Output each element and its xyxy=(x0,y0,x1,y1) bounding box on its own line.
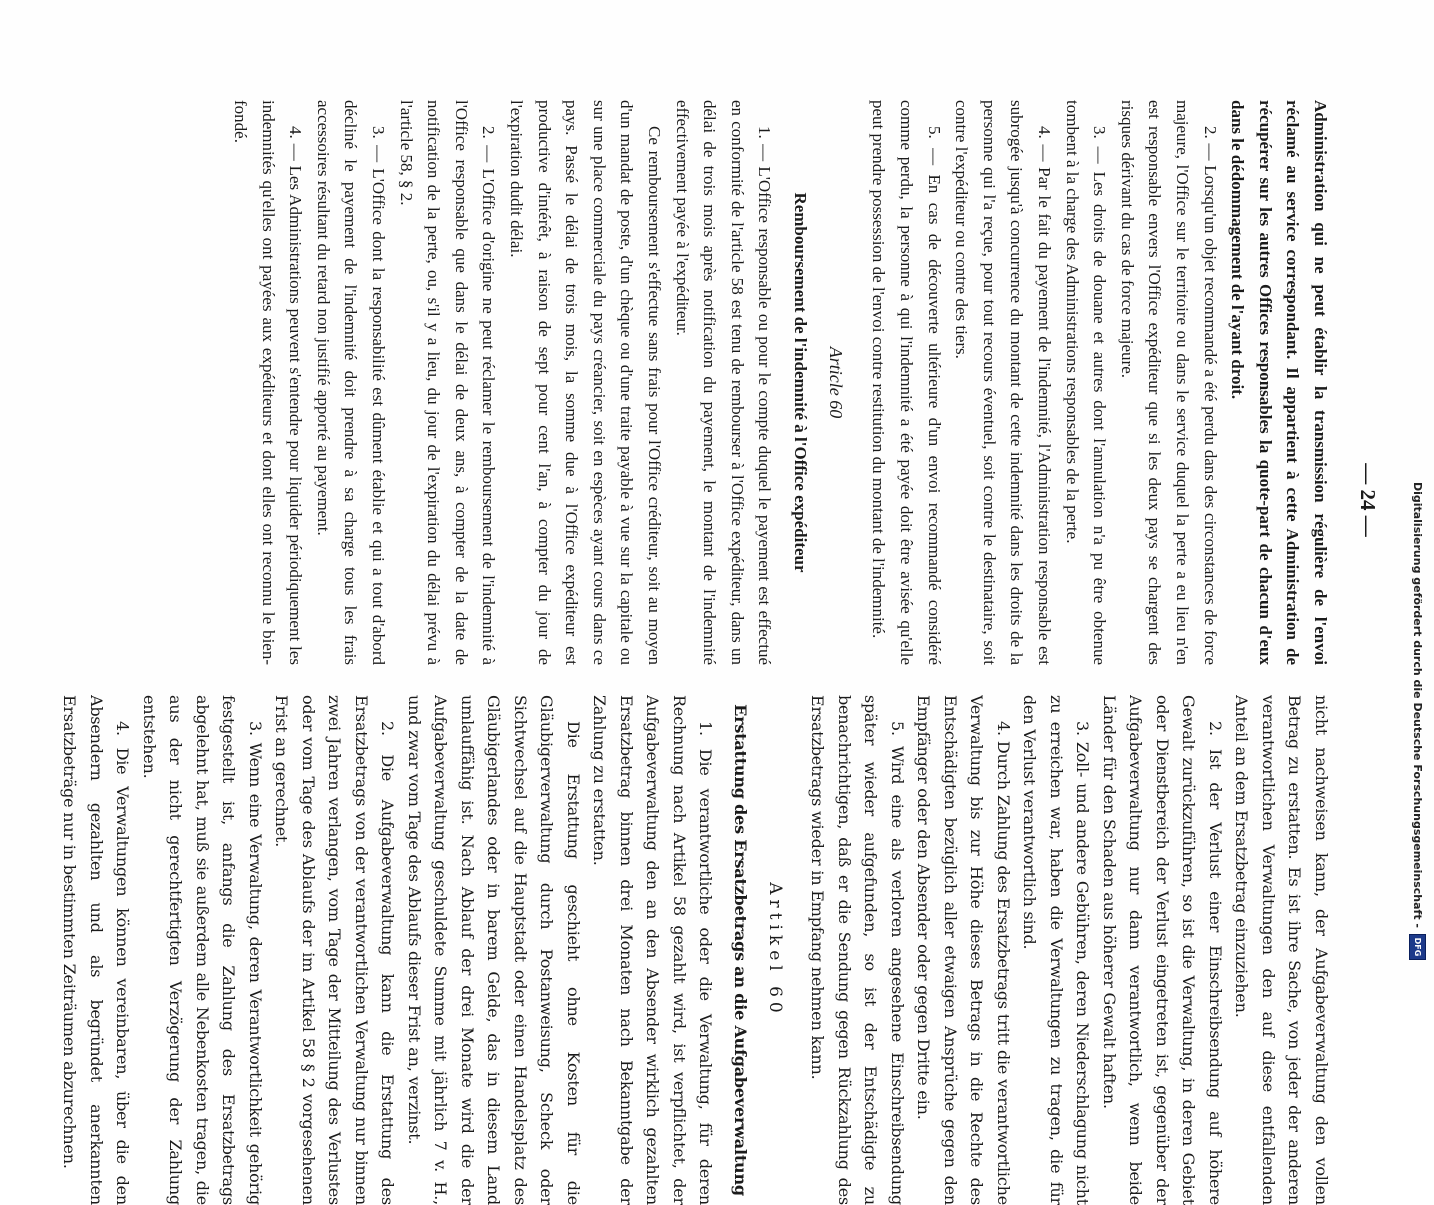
fr-paragraph: Administration qui ne peut établir la transmission régulière de l'envoi réclamé au service correspondant. Il appartient à cette Administration de récupérer sur les autres Offices responsables la quote-part de chacun d'eux dans le dédommagement de l'ayant droit. xyxy=(1228,100,1330,665)
de-paragraph: 3. Zoll- und andere Gebühren, deren Niederschlagung nicht zu erreichen war, haben die Verwaltungen zu tragen, die für den Verlust verantwortlich sind. xyxy=(1020,695,1093,1205)
de-paragraph: nicht nachweisen kann, der Aufgabeverwaltung den vollen Betrag zu erstatten. Es ist ihre Sache, von jeder der anderen verantwortlichen Verwaltungen den auf diese entfallenden Anteil an dem Ersatzbetrag einzuziehen. xyxy=(1232,695,1331,1205)
fr-paragraph: 4. — Les Administrations peuvent s'entendre pour liquider périodiquement les indemnités qu'elles ont payées aux expéditeurs et dont elles ont reconnu le bien-fondé. xyxy=(231,100,306,665)
de-paragraph: 5. Wird eine als verloren angesehene Einschreibsendung später wieder aufgefunden, so ist der Entschädigte zu benachrichtigen, daß er die Sendung gegen Rückzahlung des Ersatzbetrags wieder in Empfang nehmen kann. xyxy=(808,695,907,1205)
fr-article-heading: Remboursement de l'indemnité à l'Office expéditeur xyxy=(791,192,811,573)
fr-paragraph: 3. — L'Office dont la responsabilité est dûment établie et qui a tout d'abord décliné le payement de l'indemnité doit prendre à sa charge tous les frais accessoires résultant du retard non justifié apporté au payement. xyxy=(313,100,388,665)
de-paragraph: 2. Ist der Verlust einer Einschreibsendung auf höhere Gewalt zurückzuführen, so ist die Verwaltung, in deren Gebiet oder Dienstbereich der Verlust eingetreten ist, gegenüber der Aufgabeverwaltung nur dann verantwortlich, wenn beide Länder für den Schaden aus höherer Gewalt haften. xyxy=(1100,695,1225,1205)
de-paragraph: Die Erstattung geschieht ohne Kosten für die Gläubigerverwaltung durch Postanweisung, Scheck oder Sichtwechsel auf die Hauptstadt oder einen Handelsplatz des Gläubigerlandes oder in barem Gelde, das in diesem Land umlauffähig ist. Nach Ablauf der drei Monate wird die der Aufgabeverwaltung geschuldete Summe mit jährlich 7 v. H., und zwar vom Tage des Ablaufs dieser Frist an, verzinst. xyxy=(405,695,583,1205)
de-paragraph: 4. Durch Zahlung des Ersatzbetrags tritt die verantwortliche Verwaltung bis zur Höhe dieses Betrags in die Rechte des Entschädigten bezüglich aller etwaigen Ansprüche gegen den Empfänger oder den Absender oder gegen Dritte ein. xyxy=(914,695,1013,1205)
fr-paragraph: 5. — En cas de découverte ultérieure d'un envoi recommandé considéré comme perdu, la personne à qui l'indemnité a été payée doit être avisée qu'elle peut prendre possession de l'envoi contre restitution du montant de l'indemnité. xyxy=(869,100,944,665)
french-column xyxy=(44,100,1334,665)
de-paragraph: 1. Die verantwortliche oder die Verwaltung, für deren Rechnung nach Artikel 58 gezahlt wird, ist verpflichtet, der Aufgabeverwaltung den an den Absender wirklich gezahlten Ersatzbetrag binnen drei Monaten nach Bekanntgabe der Zahlung zu erstatten. xyxy=(590,695,716,1205)
fr-paragraph: 3. — Les droits de douane et autres dont l'annulation n'a pu être obtenue tombent à la charge des Administrations responsables de la perte. xyxy=(1062,100,1110,665)
digitization-footer xyxy=(1394,0,1434,1000)
de-paragraph: 4. Die Verwaltungen können vereinbaren, über die den Absendern gezahlten und als begründet anerkannten Ersatzbeträge nur in bestimmten Zeiträumen abzurechnen. xyxy=(60,695,133,1205)
fr-paragraph: 2. — Lorsqu'un objet recommandé a été perdu dans des circonstances de force majeure, l'Office sur le territoire ou dans le service duquel la perte a eu lieu n'en est responsable envers l'Office expéditeur que si les deux pays se chargent des risques dérivant du cas de force majeure. xyxy=(1117,100,1220,665)
de-article-title: Artikel 60 xyxy=(765,882,785,1018)
dfg-logo-icon: DFG xyxy=(1409,934,1426,960)
de-paragraph: 2. Die Aufgabeverwaltung kann die Erstattung des Ersatzbetrags von der verantwortlichen Verwaltung nur binnen zwei Jahren verlangen, vom Tage der Mitteilung des Verlustes oder vom Tage des Ablaufs der im Artikel 58 § 2 vorgesehenen Frist an gerechnet. xyxy=(272,695,398,1205)
fr-paragraph: 1. — L'Office responsable ou pour le compte duquel le payement est effectué en conformité de l'article 58 est tenu de rembourser à l'Office expéditeur, dans un délai de trois mois après notification du payement, le montant de l'indemnité effectivement payée à l'expéditeur. xyxy=(672,100,775,665)
german-column xyxy=(44,695,1334,1205)
de-paragraph: 3. Wenn eine Verwaltung, deren Verantwortlichkeit gehörig festgestellt ist, anfangs die Zahlung des Ersatzbetrags abgelehnt hat, muß sie außerdem alle Nebenkosten tragen, die aus der nicht gerechtfertigten Verzögerung der Zahlung entstehen. xyxy=(140,695,265,1205)
fr-paragraph: 2. — L'Office d'origine ne peut réclamer le remboursement de l'indemnité à l'Office responsable que dans le délai de deux ans, à compter de la date de notification de la perte, ou, s'il y a lieu, du jour de l'expiration du délai prévu à l'article 58, § 2. xyxy=(396,100,499,665)
page-number: — 24 — xyxy=(1356,463,1380,537)
fr-paragraph: Ce remboursement s'effectue sans frais pour l'Office créditeur, soit au moyen d'un mandat de poste, d'un chèque ou d'une traite payable à vue sur la capitale ou sur une place commerciale du pays créancier, soit en espèces ayant cours dans ce pays. Passé le délai de trois mois, la somme due à l'Office expéditeur est productive d'intérêt, à raison de sept pour cent l'an, à compter du jour de l'expiration dudit délai. xyxy=(506,100,664,665)
fr-article-title: Article 60 xyxy=(825,346,846,419)
footer-text: Digitalisierung gefördert durch die Deutsche Forschungsgemeinschaft - xyxy=(1411,481,1424,928)
de-article-heading: Erstattung des Ersatzbetrags an die Aufgabeverwaltung xyxy=(731,704,751,1196)
fr-paragraph: 4. — Par le fait du payement de l'indemnité, l'Administration responsable est subrogée jusqu'à concurrence du montant de cette indemnité dans les droits de la personne qui l'a reçue, pour tout recours éventuel, soit contre le destinataire, soit contre l'expéditeur ou contre des tiers. xyxy=(952,100,1055,665)
